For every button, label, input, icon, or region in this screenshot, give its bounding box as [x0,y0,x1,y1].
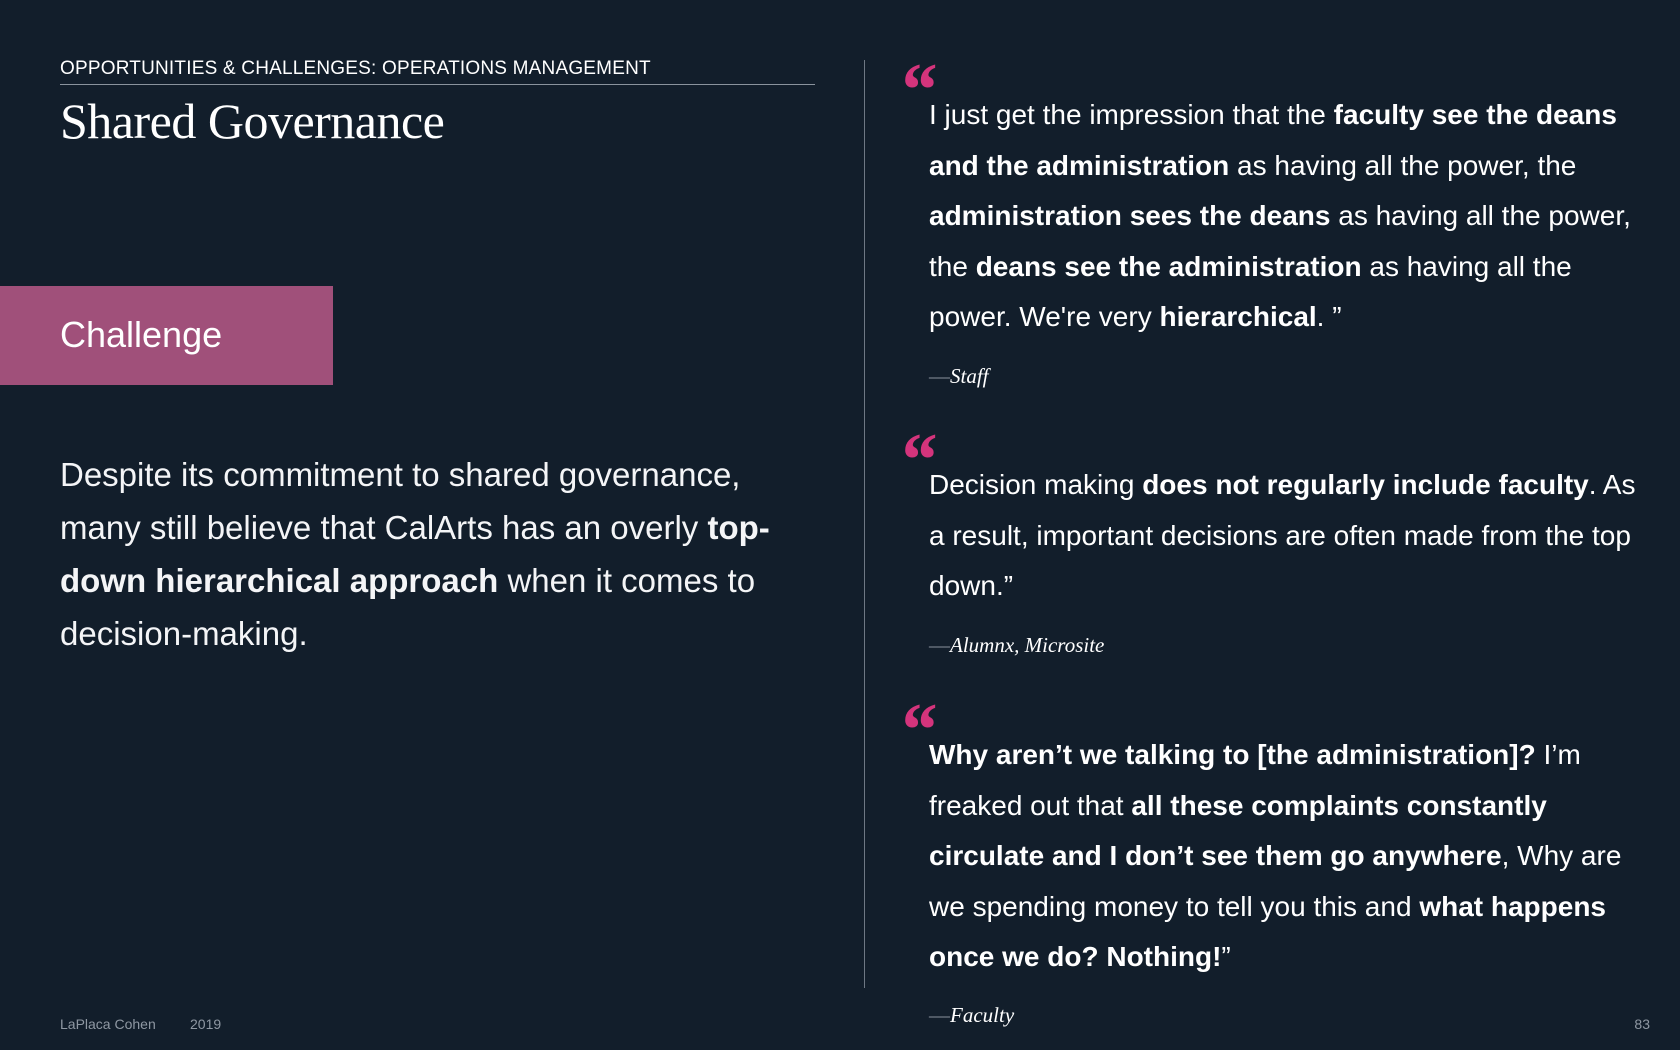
footer-year: 2019 [190,1016,222,1032]
quote-mark-icon: “ [898,688,936,772]
quote-segment: I just get the impression that the [929,99,1334,130]
attribution-name: Staff [950,364,989,388]
attribution-name: Alumnx, Microsite [950,633,1105,657]
quote-segment: . ” [1316,301,1342,332]
column-divider [864,60,865,988]
quote-segment: I’m freaked out that [929,739,1581,821]
quote-attribution [929,364,989,389]
quote-segment: as having all the power, the [929,200,1631,282]
quote-mark-icon: “ [898,418,936,502]
quote-emphasis: hierarchical [1159,301,1317,332]
challenge-label: Challenge [60,314,223,355]
challenge-body [60,448,830,660]
quote-mark-icon: “ [898,48,936,132]
quote-segment: . As a result, important decisions are often made from the top down.” [929,469,1636,601]
quote-segment: as having all the power. We're very [929,250,1572,332]
attribution-dash: — [929,1003,950,1027]
attribution-name: Faculty [950,1003,1015,1027]
quote-emphasis: does not regularly include faculty [1142,469,1589,500]
quote-emphasis: administration sees the deans [929,200,1331,231]
challenge-banner [0,286,333,385]
challenge-body-text: Despite its commitment to shared governance, many still believe that CalArts has an overly [60,456,741,546]
quote-segment: , Why are we spending money to tell you this and [929,840,1622,922]
quote-emphasis: deans see the administration [975,250,1362,282]
challenge-body-emphasis: top-down hierarchical approach [60,509,770,599]
footer-company: LaPlaca Cohen [60,1016,156,1032]
quote-attribution [929,633,1104,658]
quote-segment: as having all the power, the [1229,149,1577,181]
page-number: 83 [1634,1016,1650,1032]
quote-emphasis: Why aren’t we talking to [the administration]? [929,739,1536,770]
quote-text [929,90,1654,343]
attribution-dash: — [929,364,950,388]
eyebrow-label: OPPORTUNITIES & CHALLENGES: OPERATIONS MANAGEMENT [60,58,815,85]
quote-emphasis: what happens once we do? Nothing! [929,890,1607,972]
quote-text [929,730,1654,983]
quote-emphasis: faculty see the deans and the administration [929,99,1617,181]
quote-segment: Decision making [929,469,1143,500]
quote-segment: ” [1221,941,1231,972]
quote-attribution [929,1003,1014,1028]
quote-text [929,460,1654,612]
quote-emphasis: all these complaints constantly circulate and I don’t see them go anywhere [929,789,1547,871]
challenge-body-text-end: when it comes to decision-making. [60,562,756,652]
attribution-dash: — [929,633,950,657]
page-title: Shared Governance [60,93,445,149]
